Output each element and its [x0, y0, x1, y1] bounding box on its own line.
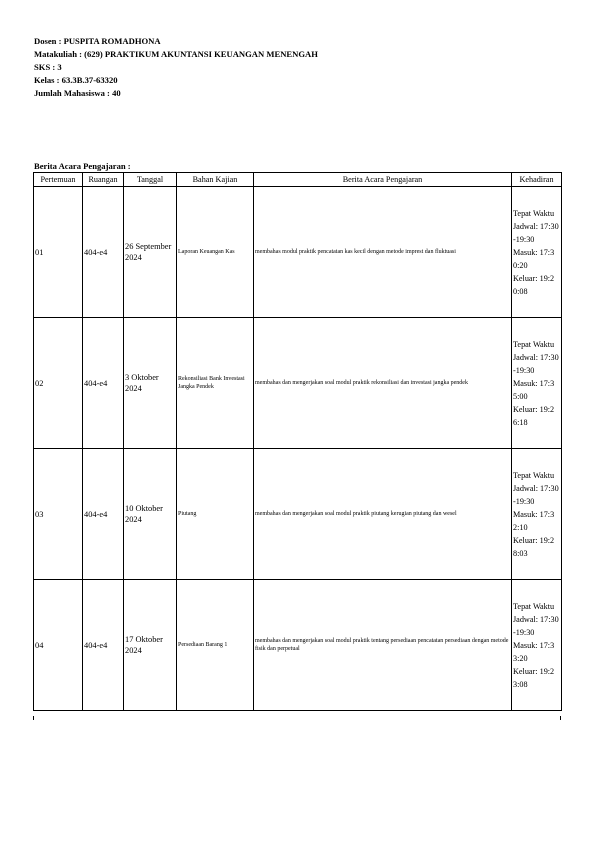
cell-kehadiran: [512, 318, 562, 449]
cell-tanggal: 3 Oktober 2024: [124, 318, 177, 449]
cell-ruangan: 404-e4: [83, 318, 124, 449]
kehadiran-jadwal: Jadwal: 17:30-19:30: [513, 352, 559, 375]
kehadiran-jadwal: Jadwal: 17:30-19:30: [513, 614, 559, 637]
table-header-row: [34, 173, 562, 187]
cell-tanggal: 10 Oktober 2024: [124, 449, 177, 580]
kehadiran-keluar: Keluar: 19:26:18: [513, 404, 555, 427]
kehadiran-masuk: Masuk: 17:32:10: [513, 509, 555, 532]
document-header: [34, 35, 318, 100]
kehadiran-keluar: Keluar: 19:20:08: [513, 273, 555, 296]
header-kehadiran: Kehadiran: [512, 173, 562, 187]
cell-ruangan: 404-e4: [83, 449, 124, 580]
kelas-line: Kelas : 63.3B.37-63320: [34, 75, 118, 85]
cell-kehadiran: [512, 449, 562, 580]
cell-pertemuan: 02: [34, 318, 83, 449]
cell-pertemuan: 01: [34, 187, 83, 318]
cell-berita-acara: membahas modul praktik pencatatan kas kecil dengan metode imprest dan fluktuasi: [254, 187, 512, 318]
table-row: [34, 187, 562, 318]
header-tanggal: Tanggal: [124, 173, 177, 187]
kehadiran-status: Tepat Waktu: [513, 470, 555, 480]
kehadiran-masuk: Masuk: 17:35:00: [513, 378, 555, 401]
cell-berita-acara: membahas dan mengerjakan soal modul praktik rekonsiliasi dan investasi jangka pendek: [254, 318, 512, 449]
cell-bahan-kajian: Persediaan Barang 1: [177, 580, 254, 711]
header-pertemuan: Pertemuan: [34, 173, 83, 187]
jumlah-mahasiswa-line: Jumlah Mahasiswa : 40: [34, 88, 121, 98]
kehadiran-jadwal: Jadwal: 17:30-19:30: [513, 483, 559, 506]
cell-berita-acara: membahas dan mengerjakan soal modul praktik piutang kerugian piutang dan wesel: [254, 449, 512, 580]
cell-ruangan: 404-e4: [83, 580, 124, 711]
berita-acara-table: [33, 172, 562, 711]
cell-pertemuan: 04: [34, 580, 83, 711]
kehadiran-status: Tepat Waktu: [513, 601, 555, 611]
cell-tanggal: 26 September 2024: [124, 187, 177, 318]
cell-bahan-kajian: Piutang: [177, 449, 254, 580]
kehadiran-keluar: Keluar: 19:28:03: [513, 535, 555, 558]
kehadiran-masuk: Masuk: 17:30:20: [513, 247, 555, 270]
header-berita-acara: Berita Acara Pengajaran: [254, 173, 512, 187]
kehadiran-status: Tepat Waktu: [513, 339, 555, 349]
kehadiran-jadwal: Jadwal: 17:30-19:30: [513, 221, 559, 244]
kehadiran-keluar: Keluar: 19:23:08: [513, 666, 555, 689]
header-ruangan: Ruangan: [83, 173, 124, 187]
cell-pertemuan: 03: [34, 449, 83, 580]
dosen-line: Dosen : PUSPITA ROMADHONA: [34, 36, 161, 46]
cell-kehadiran: [512, 187, 562, 318]
header-bahan-kajian: Bahan Kajian: [177, 173, 254, 187]
kehadiran-masuk: Masuk: 17:33:20: [513, 640, 555, 663]
cell-berita-acara: membahas dan mengerjakan soal modul praktik tentang persediaan pencatatan persediaan dengan metode fisik dan perpetual: [254, 580, 512, 711]
cell-tanggal: 17 Oktober 2024: [124, 580, 177, 711]
table-row: [34, 318, 562, 449]
kehadiran-status: Tepat Waktu: [513, 208, 555, 218]
cell-ruangan: 404-e4: [83, 187, 124, 318]
matakuliah-line: Matakuliah : (629) PRAKTIKUM AKUNTANSI KEUANGAN MENENGAH: [34, 49, 318, 59]
cell-bahan-kajian: Rekonsiliasi Bank Investasi Jangka Pendek: [177, 318, 254, 449]
table-row: [34, 449, 562, 580]
table-caption: Berita Acara Pengajaran :: [34, 161, 131, 171]
table-continuation-line-left: [33, 716, 34, 720]
sks-line: SKS : 3: [34, 62, 62, 72]
table-row: [34, 580, 562, 711]
cell-bahan-kajian: Laporan Keuangan Kas: [177, 187, 254, 318]
cell-kehadiran: [512, 580, 562, 711]
table-continuation-line-right: [560, 716, 561, 720]
